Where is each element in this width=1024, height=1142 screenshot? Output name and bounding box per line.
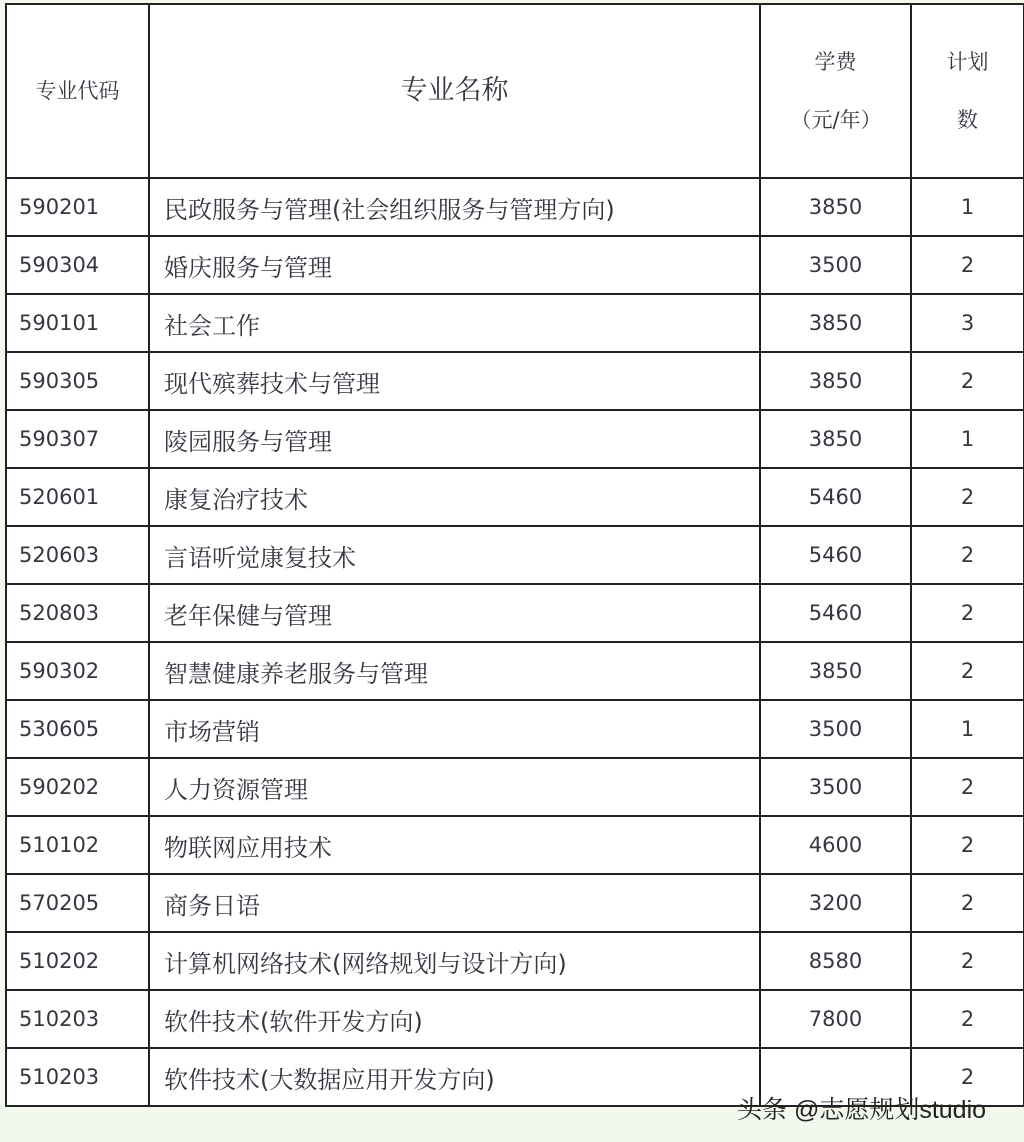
cell-name: 软件技术(大数据应用开发方向): [149, 1048, 760, 1106]
cell-code: 590304: [6, 236, 149, 294]
cell-name: 人力资源管理: [149, 758, 760, 816]
table-row: [6, 758, 1024, 816]
cell-fee: 5460: [760, 584, 911, 642]
table-row: [6, 178, 1024, 236]
cell-plan: 2: [911, 874, 1024, 932]
cell-fee: 3850: [760, 642, 911, 700]
header-code: 专业代码: [6, 4, 149, 178]
table-row: [6, 236, 1024, 294]
cell-name: 现代殡葬技术与管理: [149, 352, 760, 410]
cell-fee: 3850: [760, 410, 911, 468]
cell-fee: 3500: [760, 700, 911, 758]
table-row: [6, 526, 1024, 584]
table-row: [6, 410, 1024, 468]
cell-fee: 4600: [760, 816, 911, 874]
cell-code: 520803: [6, 584, 149, 642]
cell-name: 软件技术(软件开发方向): [149, 990, 760, 1048]
cell-plan: 1: [911, 700, 1024, 758]
cell-plan: 3: [911, 294, 1024, 352]
cell-name: 康复治疗技术: [149, 468, 760, 526]
cell-code: 510203: [6, 990, 149, 1048]
table-row: [6, 874, 1024, 932]
cell-fee: 8580: [760, 932, 911, 990]
cell-code: 570205: [6, 874, 149, 932]
cell-code: 510202: [6, 932, 149, 990]
header-fee: 学费（元/年）: [760, 4, 911, 178]
cell-plan: 2: [911, 758, 1024, 816]
cell-name: 老年保健与管理: [149, 584, 760, 642]
cell-fee: 3500: [760, 236, 911, 294]
cell-fee: 5460: [760, 468, 911, 526]
cell-name: 物联网应用技术: [149, 816, 760, 874]
table-row: [6, 294, 1024, 352]
cell-name: 陵园服务与管理: [149, 410, 760, 468]
cell-name: 言语听觉康复技术: [149, 526, 760, 584]
cell-code: 590202: [6, 758, 149, 816]
cell-name: 计算机网络技术(网络规划与设计方向): [149, 932, 760, 990]
cell-name: 商务日语: [149, 874, 760, 932]
cell-name: 智慧健康养老服务与管理: [149, 642, 760, 700]
table-header-row: [6, 4, 1024, 178]
table-row: [6, 990, 1024, 1048]
table-row: [6, 700, 1024, 758]
table-row: [6, 816, 1024, 874]
cell-plan: 1: [911, 410, 1024, 468]
cell-plan: 2: [911, 1048, 1024, 1106]
table-row: [6, 642, 1024, 700]
cell-code: 590305: [6, 352, 149, 410]
table-row: [6, 352, 1024, 410]
cell-fee: 3500: [760, 758, 911, 816]
table-row: [6, 932, 1024, 990]
cell-name: 婚庆服务与管理: [149, 236, 760, 294]
cell-plan: 2: [911, 468, 1024, 526]
watermark: 头条 @志愿规划studio: [737, 1096, 987, 1124]
cell-fee: 3200: [760, 874, 911, 932]
table-row: [6, 468, 1024, 526]
cell-plan: 2: [911, 352, 1024, 410]
cell-plan: 2: [911, 932, 1024, 990]
cell-code: 510203: [6, 1048, 149, 1106]
cell-code: 510102: [6, 816, 149, 874]
cell-fee: 3850: [760, 294, 911, 352]
cell-code: 590302: [6, 642, 149, 700]
cell-name: 市场营销: [149, 700, 760, 758]
cell-code: 590101: [6, 294, 149, 352]
cell-fee: 5460: [760, 526, 911, 584]
cell-fee: 7800: [760, 990, 911, 1048]
cell-fee: 3850: [760, 352, 911, 410]
cell-plan: 2: [911, 584, 1024, 642]
cell-plan: 2: [911, 816, 1024, 874]
cell-code: 590307: [6, 410, 149, 468]
cell-plan: 2: [911, 236, 1024, 294]
header-plan: 计划数: [911, 4, 1024, 178]
cell-code: 530605: [6, 700, 149, 758]
cell-plan: 2: [911, 990, 1024, 1048]
cell-plan: 1: [911, 178, 1024, 236]
cell-plan: 2: [911, 526, 1024, 584]
cell-name: 社会工作: [149, 294, 760, 352]
header-name: 专业名称: [149, 4, 760, 178]
majors-table: [5, 3, 1024, 1107]
cell-code: 590201: [6, 178, 149, 236]
cell-code: 520601: [6, 468, 149, 526]
cell-code: 520603: [6, 526, 149, 584]
cell-fee: 3850: [760, 178, 911, 236]
cell-plan: 2: [911, 642, 1024, 700]
cell-name: 民政服务与管理(社会组织服务与管理方向): [149, 178, 760, 236]
table-row: [6, 584, 1024, 642]
